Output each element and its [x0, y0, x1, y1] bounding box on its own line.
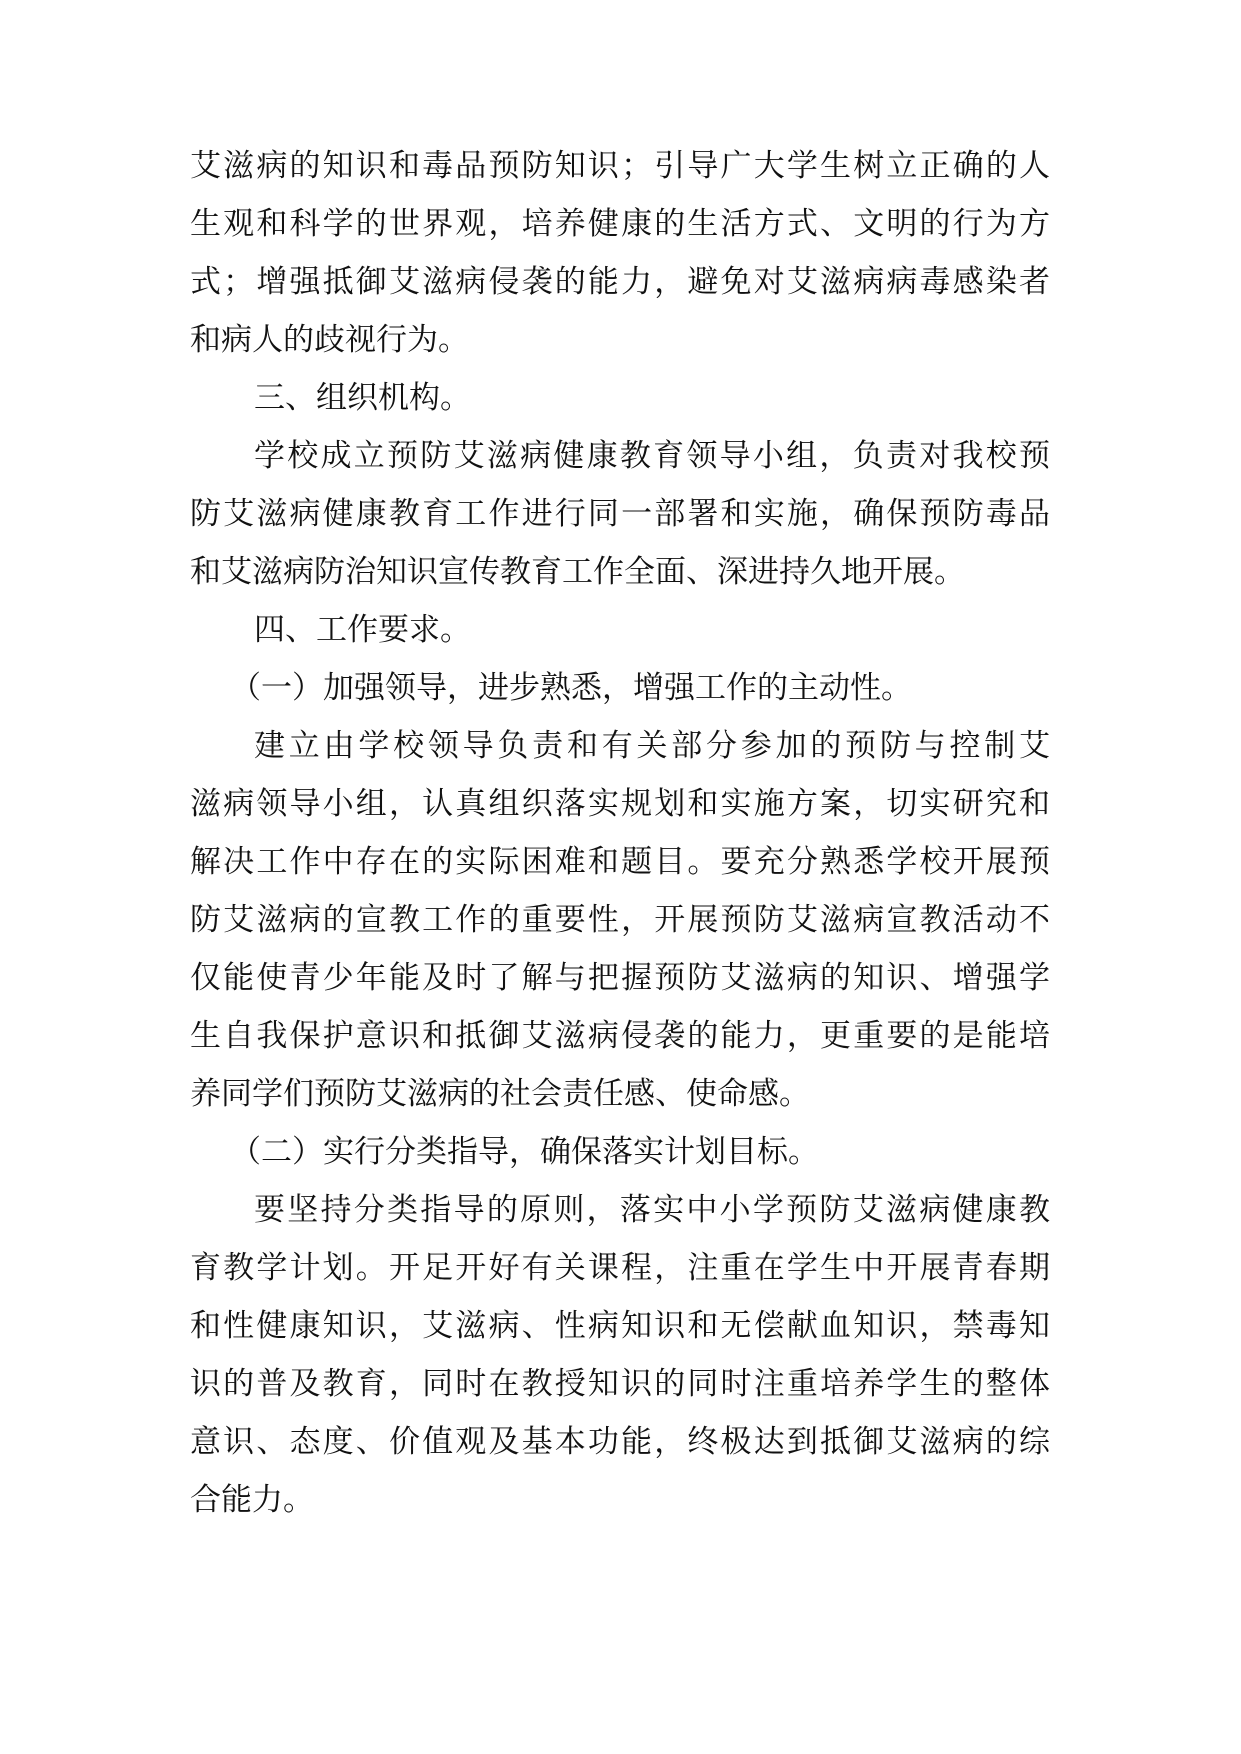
text-line: 和艾滋病防治知识宣传教育工作全面、深进持久地开展。 [190, 554, 965, 590]
text-line: 要坚持分类指导的原则，落实中小学预防艾滋病健康教 [254, 1192, 1050, 1228]
text-line: 防艾滋病的宣教工作的重要性，开展预防艾滋病宣教活动不 [190, 902, 1050, 938]
text-line: 合能力。 [190, 1482, 314, 1518]
text-line: 生自我保护意识和抵御艾滋病侵袭的能力，更重要的是能培 [190, 1018, 1050, 1054]
text-line: 仅能使青少年能及时了解与把握预防艾滋病的知识、增强学 [190, 960, 1050, 996]
subsection-heading: （一）加强领导，进步熟悉，增强工作的主动性。 [230, 670, 912, 706]
text-line: 生观和科学的世界观，培养健康的生活方式、文明的行为方 [190, 206, 1050, 242]
text-line: 识的普及教育，同时在教授知识的同时注重培养学生的整体 [190, 1366, 1050, 1402]
text-line: 和病人的歧视行为。 [190, 322, 469, 358]
subsection-heading: （二）实行分类指导，确保落实计划目标。 [230, 1134, 819, 1170]
text-line: 式；增强抵御艾滋病侵袭的能力，避免对艾滋病病毒感染者 [190, 264, 1050, 300]
text-line: 建立由学校领导负责和有关部分参加的预防与控制艾 [254, 728, 1050, 764]
text-line: 学校成立预防艾滋病健康教育领导小组，负责对我校预 [254, 438, 1050, 474]
text-line: 滋病领导小组，认真组织落实规划和实施方案，切实研究和 [190, 786, 1050, 822]
text-line: 艾滋病的知识和毒品预防知识；引导广大学生树立正确的人 [190, 148, 1050, 184]
text-line: 育教学计划。开足开好有关课程，注重在学生中开展青春期 [190, 1250, 1050, 1286]
text-line: 和性健康知识，艾滋病、性病知识和无偿献血知识，禁毒知 [190, 1308, 1050, 1344]
text-line: 养同学们预防艾滋病的社会责任感、使命感。 [190, 1076, 810, 1112]
section-heading: 三、组织机构。 [254, 380, 471, 416]
text-line: 解决工作中存在的实际困难和题目。要充分熟悉学校开展预 [190, 844, 1050, 880]
text-line: 意识、态度、价值观及基本功能，终极达到抵御艾滋病的综 [190, 1424, 1050, 1460]
section-heading: 四、工作要求。 [254, 612, 471, 648]
text-line: 防艾滋病健康教育工作进行同一部署和实施，确保预防毒品 [190, 496, 1050, 532]
